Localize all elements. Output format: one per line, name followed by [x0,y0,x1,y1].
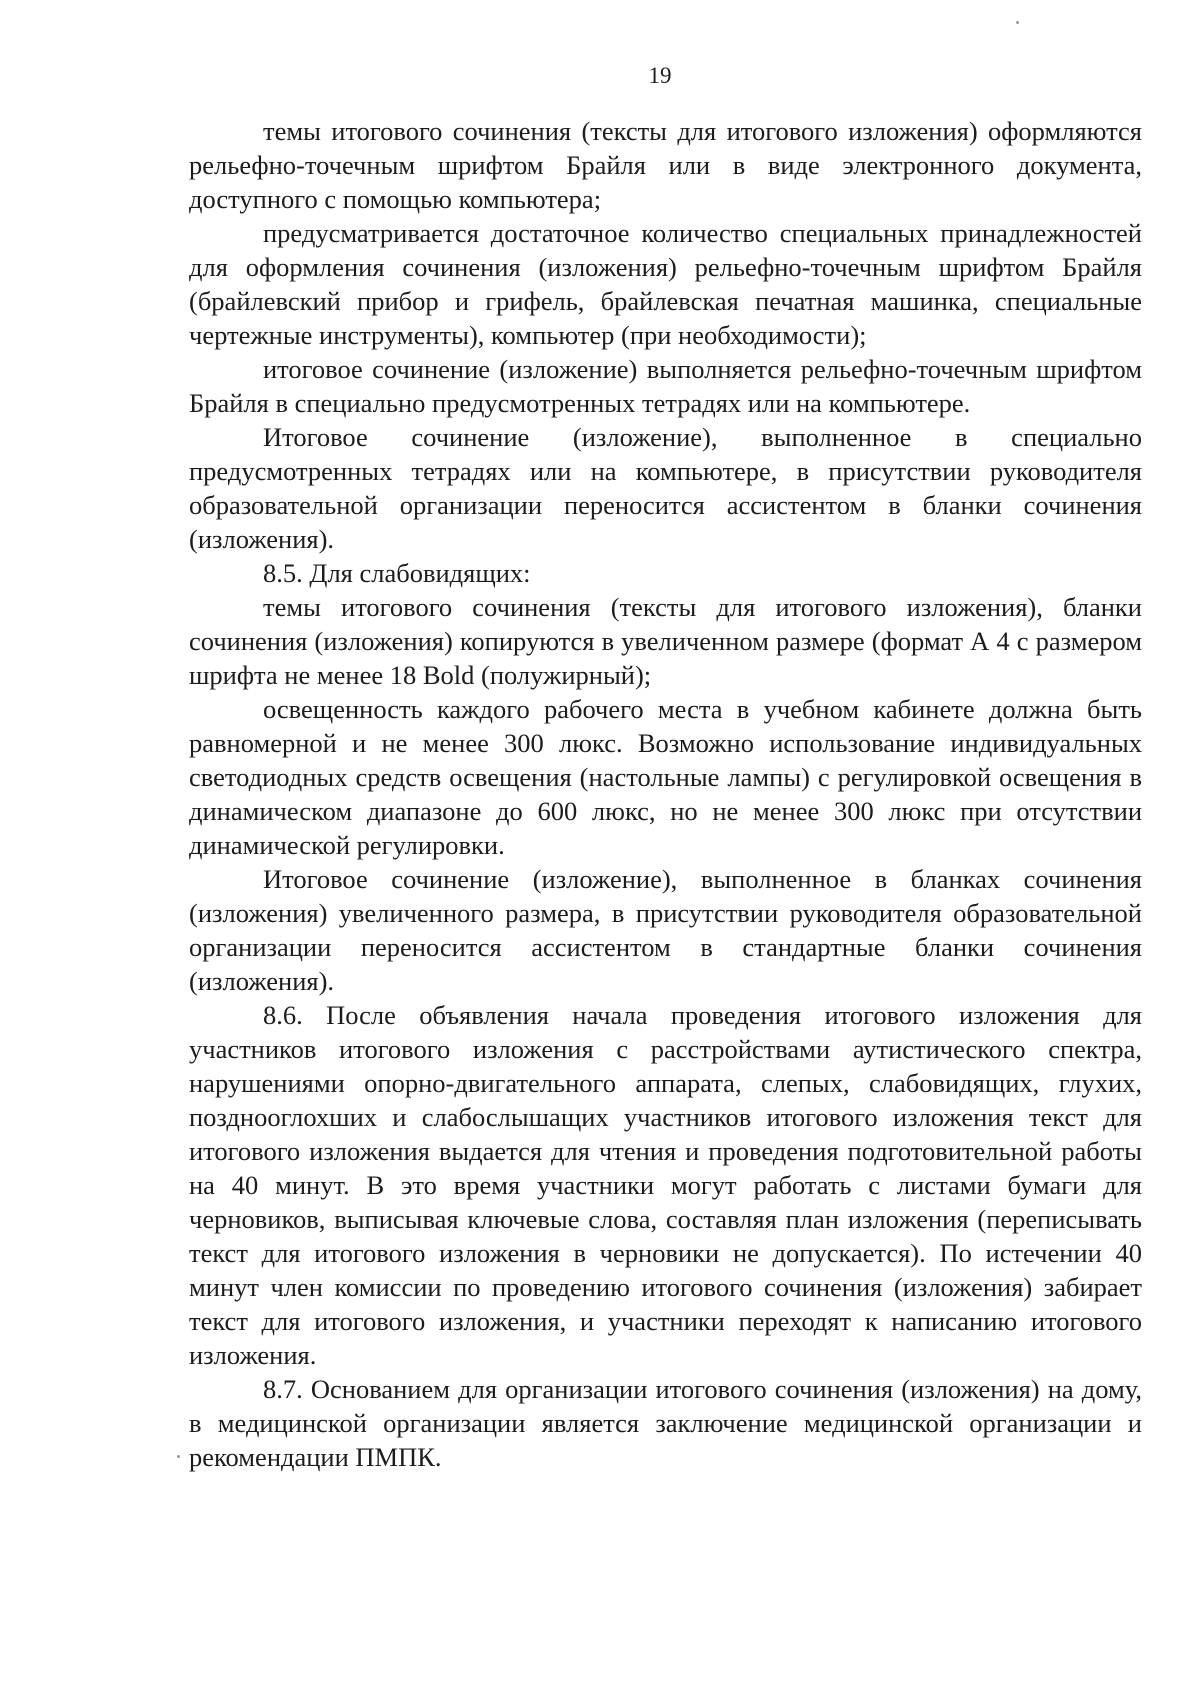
section-8-6: 8.6. После объявления начала проведения итогового изложения для участников итогового изложения с расстройствами аутистического спектра, нарушениями опорно-двигательного аппарата, слепых, слабовидящих, глухих, позднооглохших и слабослышащих участников итогового изложения текст для итогового изложения выдается для чтения и проведения подготовительной работы на 40 минут. В это время участники могут работать с листами бумаги для черновиков, выписывая ключевые слова, составляя план изложения (переписывать текст для итогового изложения в черновики не допускается). По истечении 40 минут член комиссии по проведению итогового сочинения (изложения) забирает текст для итогового изложения, и участники переходят к написанию итогового изложения. [189,1000,1142,1370]
paragraph-braille-execution: итоговое сочинение (изложение) выполняется рельефно-точечным шрифтом Брайля в специально предусмотренных тетрадях или на компьютере. [189,354,1142,418]
scan-speck [177,1455,180,1458]
paragraph-braille-topics: темы итогового сочинения (тексты для итогового изложения) оформляются рельефно-точечным шрифтом Брайля или в виде электронного документа, доступного с помощью компьютера; [189,116,1142,214]
paragraph-lighting: освещенность каждого рабочего места в учебном кабинете должна быть равномерной и не менее 300 люкс. Возможно использование индивидуальных светодиодных средств освещения (настольные лампы) с регулировкой освещения в динамическом диапазоне до 600 люкс, но не менее 300 люкс при отсутствии динамической регулировки. [189,694,1142,860]
scan-speck [1016,21,1019,24]
document-body [189,114,1142,1474]
paragraph-enlarged-forms: темы итогового сочинения (тексты для итогового изложения), бланки сочинения (изложения) копируются в увеличенном размере (формат А 4 с размером шрифта не менее 18 Bold (полужирный); [189,592,1142,690]
paragraph-enlarged-transfer: Итоговое сочинение (изложение), выполненное в бланках сочинения (изложения) увеличенного размера, в присутствии руководителя образовательной организации переносится ассистентом в стандартные бланки сочинения (изложения). [189,864,1142,996]
page-number: 19 [648,63,672,88]
section-8-7: 8.7. Основанием для организации итогового сочинения (изложения) на дому, в медицинской организации является заключение медицинской организации и рекомендации ПМПК. [189,1374,1142,1472]
section-heading-8-5: 8.5. Для слабовидящих: [263,558,531,588]
paragraph-braille-supplies: предусматривается достаточное количество специальных принадлежностей для оформления сочинения (изложения) рельефно-точечным шрифтом Брайля (брайлевский прибор и грифель, брайлевская печатная машинка, специальные чертежные инструменты), компьютер (при необходимости); [189,218,1142,350]
paragraph-braille-transfer: Итоговое сочинение (изложение), выполненное в специально предусмотренных тетрадях или на компьютере, в присутствии руководителя образовательной организации переносится ассистентом в бланки сочинения (изложения). [189,422,1142,554]
